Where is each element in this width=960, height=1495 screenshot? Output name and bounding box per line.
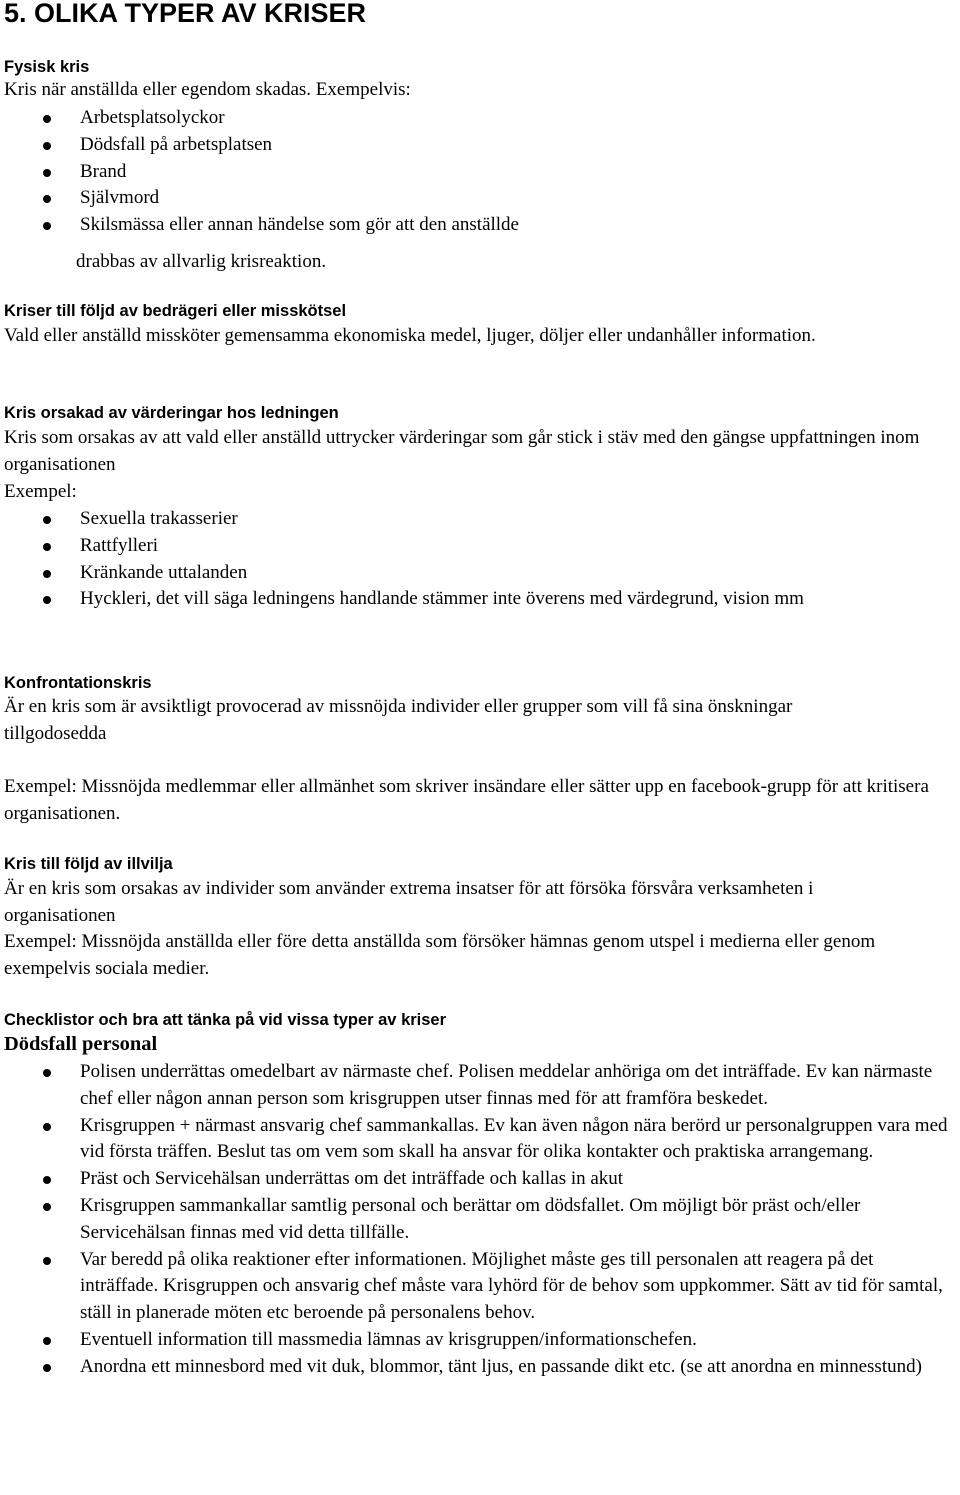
bullet-icon xyxy=(43,516,51,524)
list-item: Krisgruppen + närmast ansvarig chef sammankallas. Ev kan även någon nära berörd ur personalgruppen vara med vid första träffen. Beslut tas om vem som skall ha ansvar för olika kontakter och praktiska arrangemang. xyxy=(0,1113,955,1167)
bullet-icon xyxy=(43,1337,51,1345)
list-fysisk xyxy=(0,105,960,239)
bullet-icon xyxy=(43,543,51,551)
list-item: Polisen underrättas omedelbart av närmaste chef. Polisen meddelar anhöriga om det inträffade. Ev kan närmaste chef eller någon annan person som krisgruppen utser finnas med för att framföra beskedet. xyxy=(0,1059,955,1113)
list-item: Hyckleri, det vill säga ledningens handlande stämmer inte överens med värdegrund, vision mm xyxy=(0,586,940,613)
paragraph-illvilja-example: Exempel: Missnöjda anställda eller före detta anställda som försöker hämnas genom utspel i medierna eller genom exempelvis sociala medier. xyxy=(4,931,876,979)
list-item: Självmord xyxy=(0,185,955,212)
list-item: Sexuella trakasserier xyxy=(0,506,955,533)
section-title: 5. OLIKA TYPER AV KRISER xyxy=(4,0,367,28)
bullet-icon xyxy=(43,222,51,230)
list-item: Skilsmässa eller annan händelse som gör att den anställde xyxy=(0,212,955,239)
list-dodsfall xyxy=(0,1059,960,1381)
bullet-icon xyxy=(43,1176,51,1184)
list-item: Präst och Servicehälsan underrättas om det inträffade och kallas in akut xyxy=(0,1166,955,1193)
list-item: Brand xyxy=(0,159,955,186)
bullet-icon xyxy=(43,115,51,123)
bullet-icon xyxy=(43,570,51,578)
bullet-icon xyxy=(43,142,51,150)
list-item: Kränkande uttalanden xyxy=(0,560,955,587)
example-label: Exempel: xyxy=(4,481,77,502)
heading-bedrageri: Kriser till följd av bedrägeri eller misskötsel xyxy=(4,302,347,320)
list-item: Dödsfall på arbetsplatsen xyxy=(0,132,955,159)
bullet-icon xyxy=(43,596,51,604)
heading-checklistor: Checklistor och bra att tänka på vid vissa typer av kriser xyxy=(4,1011,447,1029)
paragraph-varderingar: Kris som orsakas av att vald eller anställd uttrycker värderingar som går stick i stäv med den gängse uppfattningen inom organisationen xyxy=(4,427,920,475)
subheading-dodsfall: Dödsfall personal xyxy=(4,1033,158,1055)
paragraph-illvilja: Är en kris som orsakas av individer som använder extrema insatser för att försöka försvåra verksamheten i organisationen xyxy=(4,878,814,926)
bullet-icon xyxy=(43,1123,51,1131)
heading-fysisk-kris: Fysisk kris xyxy=(4,58,90,76)
paragraph-fysisk-intro: Kris när anställda eller egendom skadas. Exempelvis: xyxy=(4,79,411,100)
bullet-icon xyxy=(43,1069,51,1077)
heading-varderingar: Kris orsakad av värderingar hos ledningen xyxy=(4,404,339,422)
paragraph-bedrageri: Vald eller anställd missköter gemensamma ekonomiska medel, ljuger, döljer eller undanhåller information. xyxy=(4,325,816,346)
heading-konfrontation: Konfrontationskris xyxy=(4,674,152,692)
paragraph-konfrontation: Är en kris som är avsiktligt provocerad av missnöjda individer eller grupper som vill få sina önskningar tillgodosedda xyxy=(4,696,793,744)
list-item: Krisgruppen sammankallar samtlig personal och berättar om dödsfallet. Om möjligt bör präst och/eller Servicehälsan finnas med vid detta tillfälle. xyxy=(0,1193,955,1247)
bullet-icon xyxy=(43,195,51,203)
heading-illvilja: Kris till följd av illvilja xyxy=(4,855,173,873)
list-item: Eventuell information till massmedia lämnas av krisgruppen/informationschefen. xyxy=(0,1327,955,1354)
list-item: Var beredd på olika reaktioner efter informationen. Möjlighet måste ges till personalen att reagera på det inträffade. Krisgruppen och ansvarig chef måste vara lyhörd för de behov som uppkommer. Sätt av tid för samtal, ställ in planerade möten etc beroende på personalens behov. xyxy=(0,1247,955,1327)
paragraph-konfrontation-example: Exempel: Missnöjda medlemmar eller allmänhet som skriver insändare eller sätter upp en facebook-grupp för att kritisera organisationen. xyxy=(4,776,929,824)
list-item-continuation: drabbas av allvarlig krisreaktion. xyxy=(76,251,327,272)
list-item: Arbetsplatsolyckor xyxy=(0,105,955,132)
bullet-icon xyxy=(43,1203,51,1211)
list-item: Anordna ett minnesbord med vit duk, blommor, tänt ljus, en passande dikt etc. (se att anordna en minnesstund) xyxy=(0,1354,955,1381)
list-item: Rattfylleri xyxy=(0,533,955,560)
bullet-icon xyxy=(43,169,51,177)
bullet-icon xyxy=(43,1364,51,1372)
list-varderingar xyxy=(0,506,960,613)
bullet-icon xyxy=(43,1257,51,1265)
